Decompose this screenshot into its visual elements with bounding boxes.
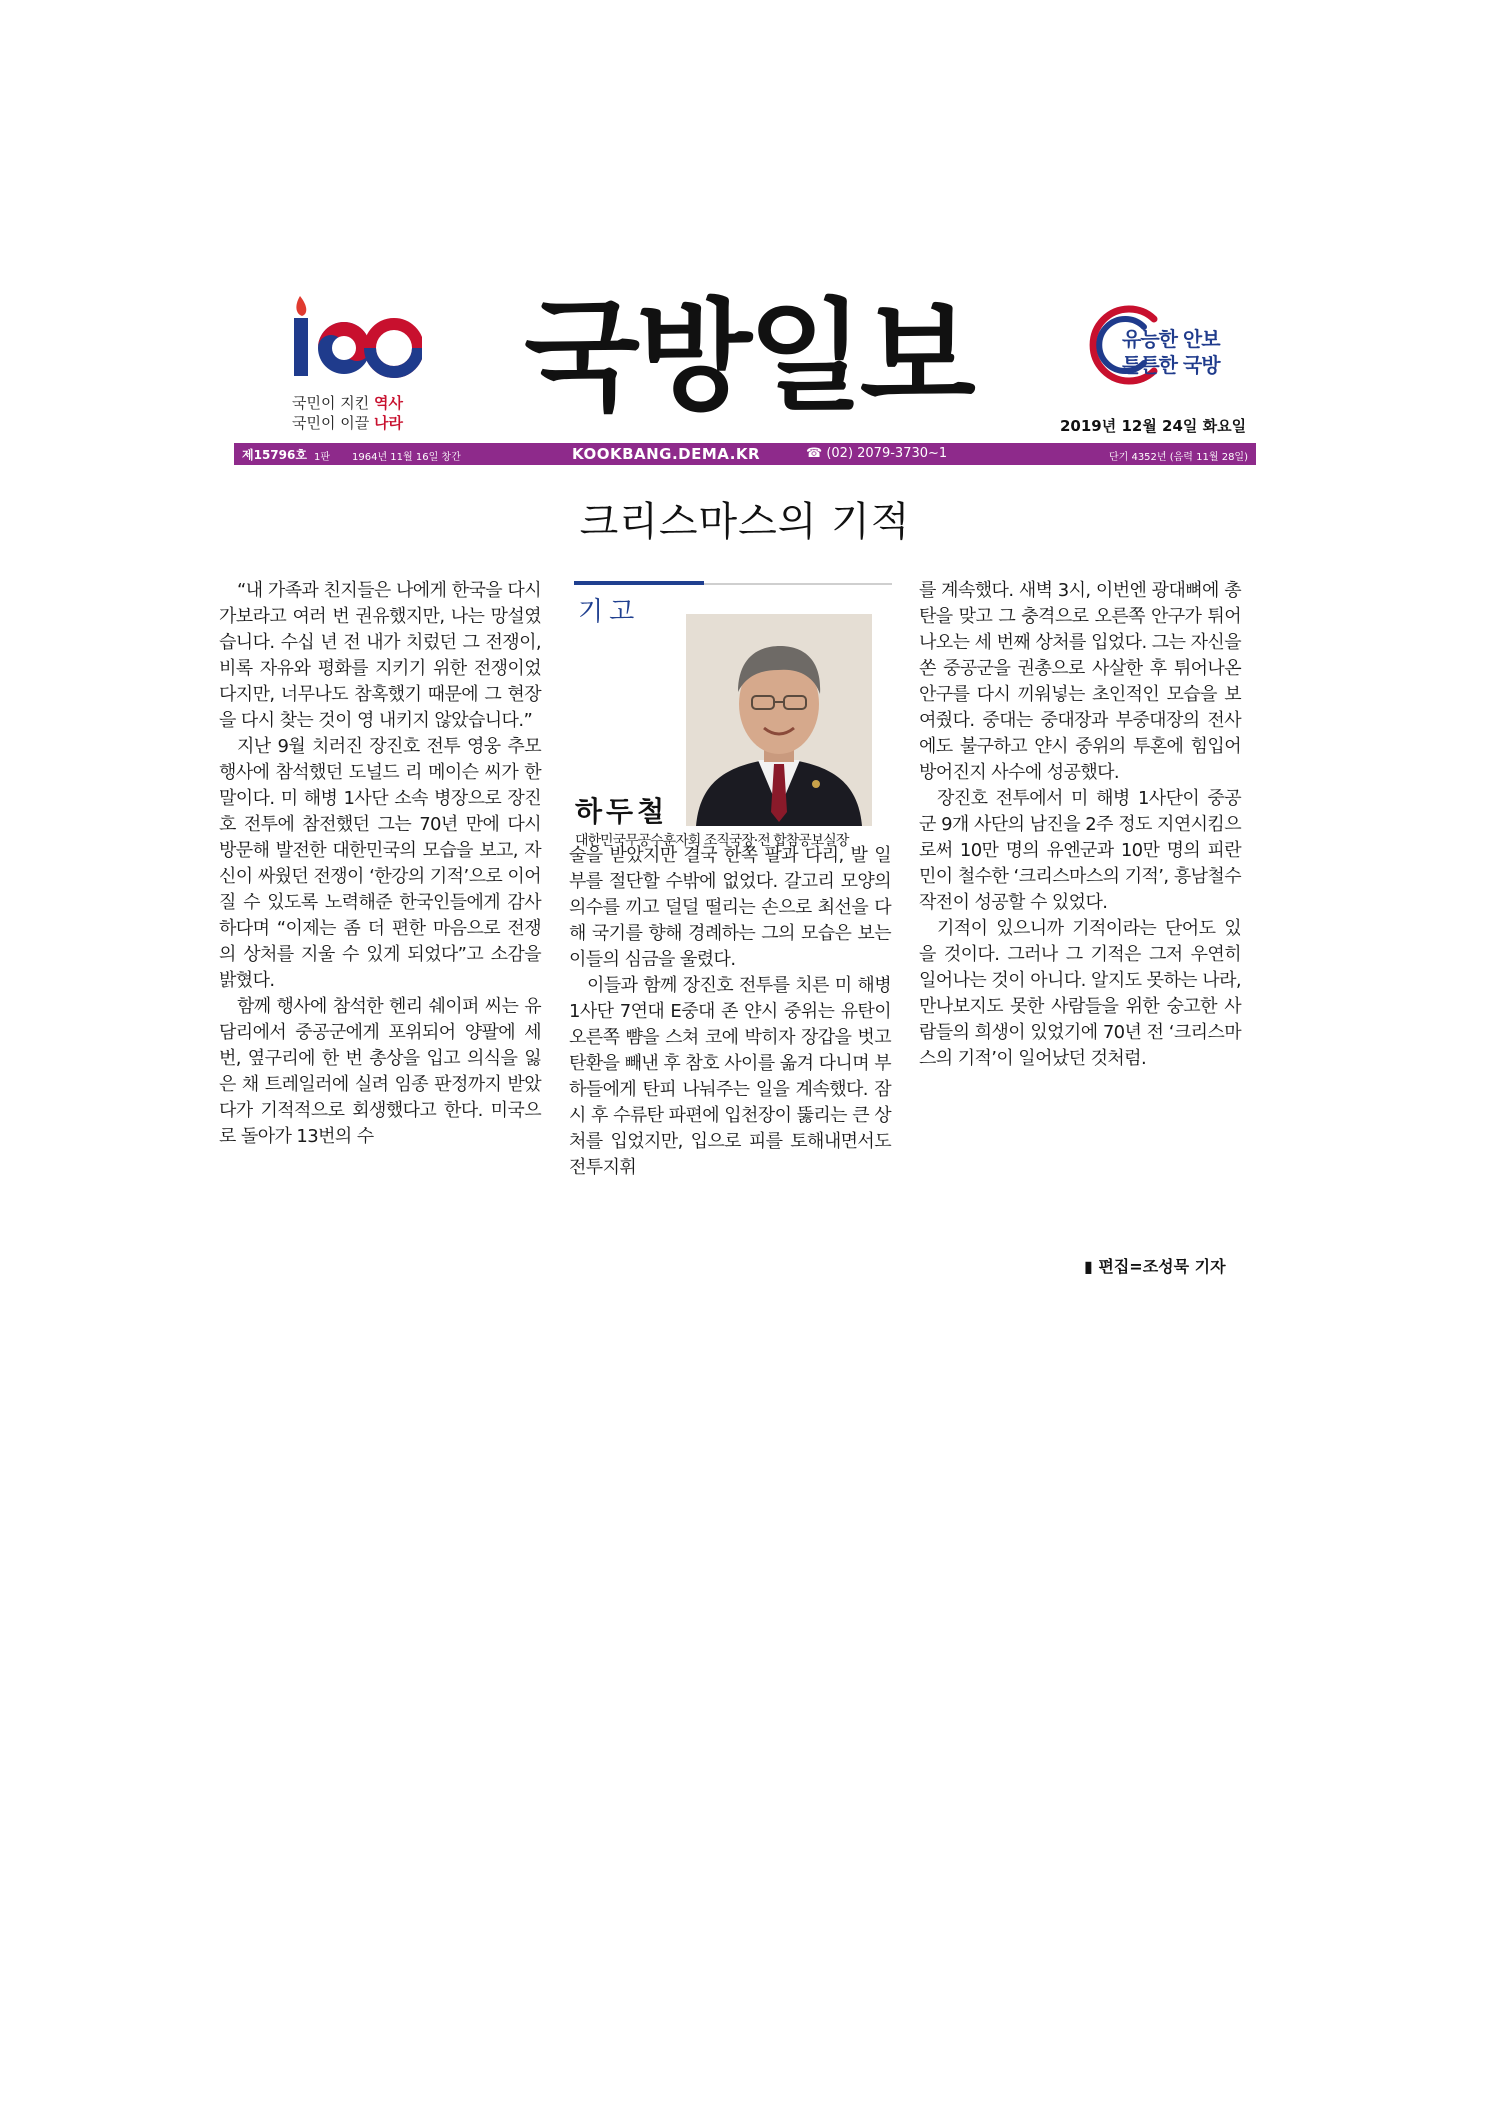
paragraph: 기적이 있으니까 기적이라는 단어도 있을 것이다. 그러나 그 기적은 그저 우연히 일어나는 것이 아니다. 알지도 못하는 나라, 만나보지도 못한 사람들을 위한 숭고한 사람들의 희생이 있었기에 70년 전 ‘크리스마스의 기적’이 일어났던 것처럼. <box>919 918 1241 1069</box>
section-label: 기고 <box>578 597 641 627</box>
author-name: 하두철 <box>575 795 669 828</box>
issue-number: 제15796호 <box>242 448 307 462</box>
section-rule-accent <box>574 581 704 585</box>
badge-line2: 튼튼한 국방 <box>1122 353 1220 377</box>
masthead-slogan <box>292 393 403 433</box>
phone-number: ☎ (02) 2079-3730~1 <box>806 446 948 461</box>
founded-date: 1964년 11월 16일 창간 <box>352 452 461 463</box>
article-headline: 크리스마스의 기적 <box>579 499 911 545</box>
issue-date: 2019년 12월 24일 화요일 <box>1060 417 1247 435</box>
paragraph: 술을 받았지만 결국 한쪽 팔과 다리, 발 일부를 절단할 수밖에 없었다. 갈고리 모양의 의수를 끼고 덜덜 떨리는 손으로 최선을 다해 국기를 향해 경례하는 그의 모습은 보는 이들의 심금을 울렸다. <box>569 845 891 970</box>
paragraph: “내 가족과 친지들은 나에게 한국을 다시 가보라고 여러 번 권유했지만, 나는 망설였습니다. 수십 년 전 내가 치렀던 그 전쟁이, 비록 자유와 평화를 지키기 위한 전쟁이었다지만, 너무나도 참혹했기 때문에 그 현장을 다시 찾는 것이 영 내키지 않았습니다.” <box>219 580 541 731</box>
article-column-1 <box>219 578 541 1150</box>
author-title: 대한민국무공수훈자회 조직국장·전 합참공보실장 <box>575 833 849 849</box>
anniversary-100-logo <box>282 290 422 380</box>
paragraph: 이들과 함께 장진호 전투를 치른 미 해병 1사단 7연대 E중대 존 얀시 중위는 유탄이 오른쪽 뺨을 스쳐 코에 박히자 장갑을 벗고 탄환을 빼낸 후 참호 사이를 옮겨 다니며 부하들에게 탄피 나눠주는 일을 계속했다. 잠시 후 수류탄 파편에 입천장이 뚫리는 큰 상처를 입었지만, 입으로 피를 토해내면서도 전투지휘 <box>569 975 891 1178</box>
slogan-line2-text: 국민이 이끌 <box>292 414 370 432</box>
article-column-2 <box>569 843 891 1181</box>
badge-line1: 유능한 안보 <box>1122 327 1220 351</box>
dangi-date: 단기 4352년 (음력 11월 28일) <box>1108 452 1248 463</box>
edition: 1판 <box>314 452 331 463</box>
slogan-line2-accent: 나라 <box>374 414 403 432</box>
article-column-3 <box>919 578 1241 1072</box>
info-bar <box>234 443 1256 465</box>
paragraph: 함께 행사에 참석한 헨리 쉐이퍼 씨는 유담리에서 중공군에게 포위되어 양팔에 세 번, 옆구리에 한 번 총상을 입고 의식을 잃은 채 트레일러에 실려 임종 판정까지 받았다가 기적적으로 회생했다고 한다. 미국으로 돌아가 13번의 수 <box>219 996 541 1147</box>
editor-credit: ▮ 편집=조성묵 기자 <box>1084 1257 1226 1276</box>
slogan-badge <box>1084 305 1284 385</box>
website-link[interactable]: KOOKBANG.DEMA.KR <box>572 445 761 463</box>
newspaper-title: 국방일보 <box>524 288 972 427</box>
author-portrait <box>686 614 872 826</box>
slogan-line1-accent: 역사 <box>374 394 403 412</box>
paragraph: 장진호 전투에서 미 해병 1사단이 중공군 9개 사단의 남진을 2주 정도 지연시킴으로써 10만 명의 유엔군과 10만 명의 피란민이 철수한 ‘크리스마스의 기적’, 흥남철수 작전이 성공할 수 있었다. <box>919 788 1241 913</box>
slogan-line1-text: 국민이 지킨 <box>292 394 370 412</box>
paragraph: 를 계속했다. 새벽 3시, 이번엔 광대뼈에 총탄을 맞고 그 충격으로 오른쪽 안구가 튀어나오는 세 번째 상처를 입었다. 그는 자신을 쏜 중공군을 권총으로 사살한 후 튀어나온 안구를 다시 끼워넣는 초인적인 모습을 보여줬다. 중대는 중대장과 부중대장의 전사에도 불구하고 얀시 중위의 투혼에 힘입어 방어진지 사수에 성공했다. <box>919 580 1241 783</box>
paragraph: 지난 9월 치러진 장진호 전투 영웅 추모행사에 참석했던 도널드 리 메이슨 씨가 한 말이다. 미 해병 1사단 소속 병장으로 장진호 전투에 참전했던 그는 70년 만에 다시 방문해 발전한 대한민국의 모습을 보고, 자신이 싸웠던 전쟁이 ‘한강의 기적’으로 이어질 수 있도록 노력해준 한국인들에게 감사하다며 “이제는 좀 더 편한 마음으로 전쟁의 상처를 지울 수 있게 되었다”고 소감을 밝혔다. <box>219 736 541 991</box>
